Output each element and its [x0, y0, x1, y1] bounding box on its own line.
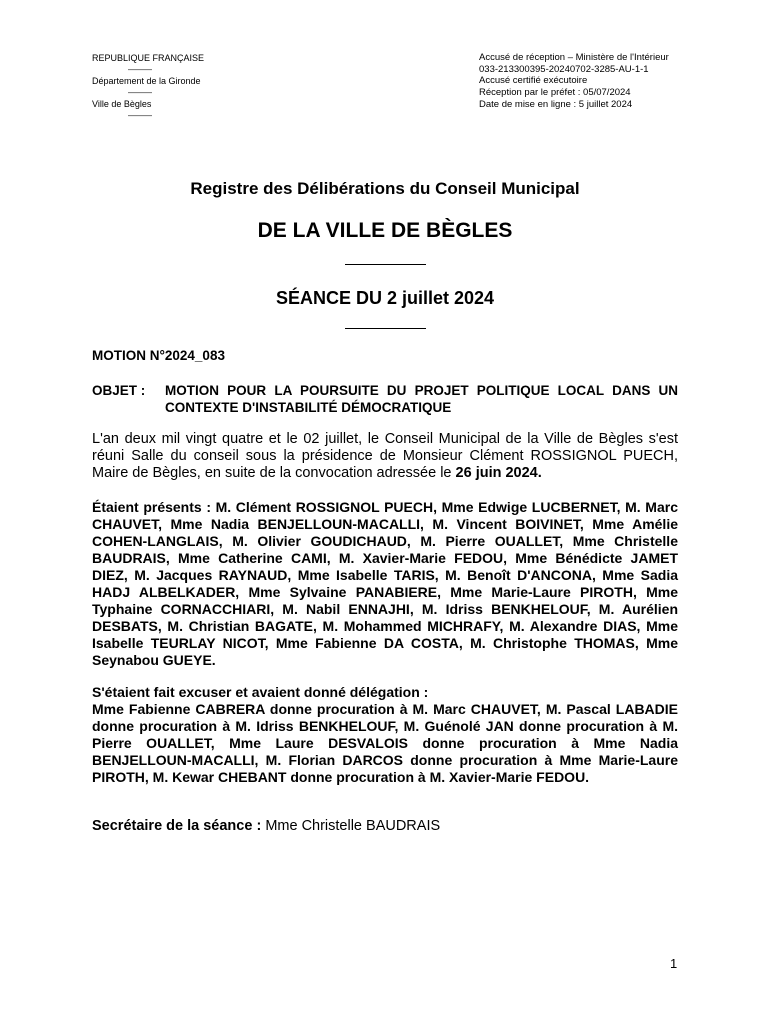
title-divider: [345, 328, 426, 329]
proxies-heading: S'étaient fait excuser et avaient donné délégation :: [92, 684, 429, 700]
title-divider: [345, 264, 426, 265]
receipt-line: Date de mise en ligne : 5 juillet 2024: [479, 98, 633, 110]
proxies-paragraph: [92, 684, 678, 786]
receipt-line: Accusé certifié exécutoire: [479, 75, 588, 87]
objet-block: [92, 382, 678, 416]
session-title: SÉANCE DU 2 juillet 2024: [275, 288, 495, 308]
republic-label: REPUBLIQUE FRANÇAISE: [92, 53, 205, 63]
receipt-line: Accusé de réception – Ministère de l'Intérieur: [479, 52, 669, 63]
secretary-line: [92, 818, 678, 835]
header-rule: ———: [128, 65, 152, 74]
department-label: Département de la Gironde: [92, 76, 201, 86]
intro-text: L'an deux mil vingt quatre et le 02 juillet, le Conseil Municipal de la Ville de Bègles s'est réuni Salle du conseil sous la présidence de Monsieur Clément ROSSIGNOL PUECH, Maire de Bègles, en suite de la convocation adressée le: [92, 431, 678, 481]
motion-number: MOTION N°2024_083: [92, 348, 225, 363]
objet-label: OBJET :: [92, 383, 146, 398]
page-number: 1: [670, 956, 678, 971]
city-title: DE LA VILLE DE BÈGLES: [257, 219, 513, 242]
intro-paragraph: [92, 431, 678, 482]
header-left: [92, 52, 204, 121]
secretary-name: Mme Christelle BAUDRAIS: [265, 818, 441, 834]
header-rule: ———: [128, 111, 152, 120]
receipt-line: Réception par le préfet : 05/07/2024: [479, 87, 631, 99]
attendees-paragraph: Étaient présents : M. Clément ROSSIGNOL PUECH, Mme Edwige LUCBERNET, M. Marc CHAUVET, Mme Nadia BENJELLOUN-MACALLI, M. Vincent BOIVINET, Mme Amélie COHEN-LANGLAIS, M. Olivier GOUDICHAUD, M. Pierre OUALLET, Mme Christelle BAUDRAIS, Mme Catherine CAMI, M. Xavier-Marie FEDOU, Mme Bénédicte JAMET DIEZ, M. Jacques RAYNAUD, Mme Isabelle TARIS, M. Benoît D'ANCONA, Mme Sadia HADJ ALBELKADER, Mme Sylvaine PANABIERE, Mme Marie-Laure PIROTH, Mme Typhaine CORNACCHIARI, M. Nabil ENNAJHI, M. Idriss BENKHELOUF, M. Aurélien DESBATS, M. Christian BAGATE, M. Mohammed MICHRAFY, M. Alexandre DIAS, Mme Isabelle TEURLAY NICOT, Mme Fabienne DA COSTA, M. Christophe THOMAS, Mme Seynabou GUEYE.: [92, 499, 678, 668]
header-right-receipt: [479, 52, 669, 111]
proxies-text: Mme Fabienne CABRERA donne procuration à M. Marc CHAUVET, M. Pascal LABADIE donne procuration à M. Idriss BENKHELOUF, M. Guénolé JAN donne procuration à M. Pierre OUALLET, Mme Laure DESVALOIS donne procuration à Mme Nadia BENJELLOUN-MACALLI, M. Florian DARCOS donne procuration à Mme Marie-Laure PIROTH, M. Kewar CHEBANT donne procuration à M. Xavier-Marie FEDOU.: [92, 701, 678, 785]
receipt-id: 033-213300395-20240702-3285-AU-1-1: [479, 63, 649, 75]
register-title: Registre des Délibérations du Conseil Municipal: [190, 179, 580, 198]
objet-text: MOTION POUR LA POURSUITE DU PROJET POLITIQUE LOCAL DANS UN CONTEXTE D'INSTABILITÉ DÉMOCRATIQUE: [165, 383, 678, 415]
city-label: Ville de Bègles: [92, 99, 152, 109]
header-rule: ———: [128, 88, 152, 97]
convocation-date: 26 juin 2024.: [455, 465, 542, 481]
secretary-label: Secrétaire de la séance :: [92, 818, 262, 834]
